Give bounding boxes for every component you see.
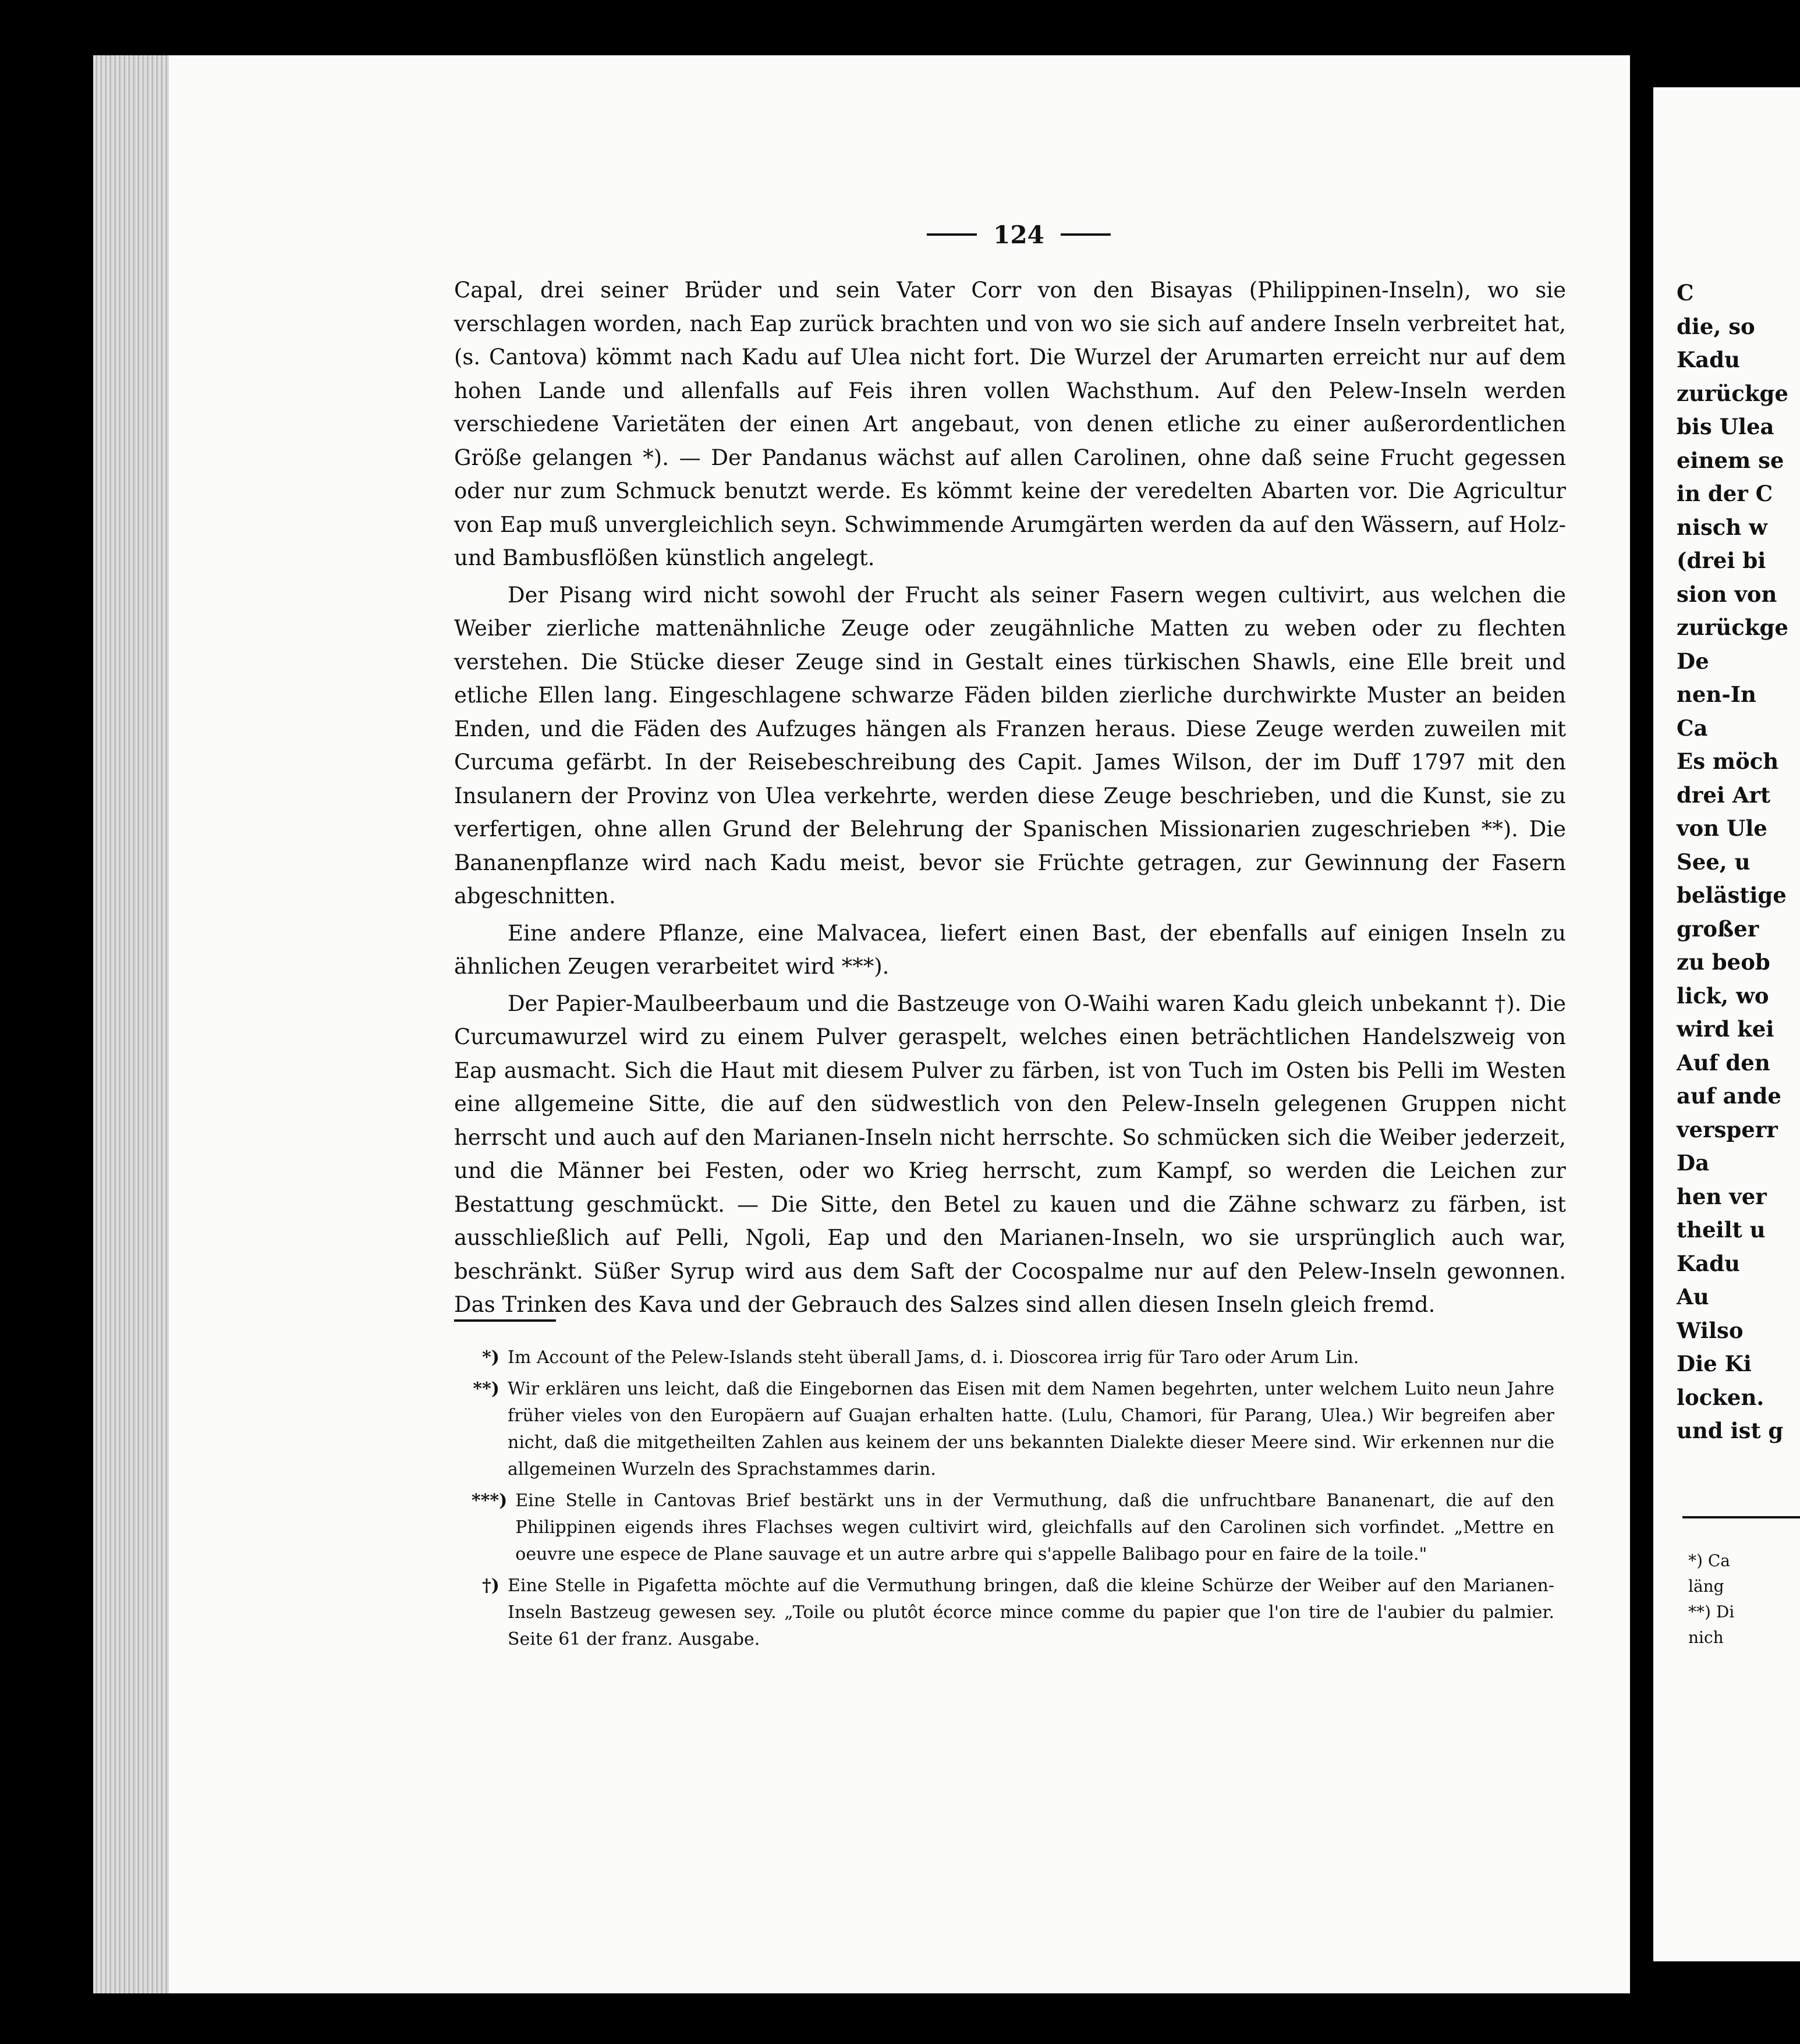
footnote [472, 1344, 1554, 1371]
body-text [454, 274, 1566, 1325]
facing-page-line: Die Ki [1677, 1351, 1752, 1376]
footnote-mark: ***) [472, 1491, 508, 1511]
facing-page-line: hen ver [1677, 1183, 1767, 1209]
facing-page-line: nen-In [1677, 682, 1756, 707]
footnote-mark: **) [473, 1379, 499, 1399]
footnote-text: Wir erklären uns leicht, daß die Eingebornen das Eisen mit dem Namen begehrten, unter welchem Luito neun Jahre früher vieles von den Europäern auf Guajan erhalten hatte. (Lulu, Chamori, für Parang, Ulea.) Wir begreifen aber nicht, daß die mitgetheilten Zahlen aus keinem der uns bekannten Dialekte dieser Meere sind. Wir erkennen nur die allgemeinen Wurzeln des Sprachstammes darin. [508, 1379, 1554, 1479]
facing-page-line: in der C [1677, 481, 1773, 506]
footnote-mark: †) [482, 1575, 499, 1596]
facing-page-line: Au [1677, 1284, 1709, 1310]
facing-page-line: De [1677, 648, 1709, 674]
running-header [908, 222, 1129, 247]
paragraph: Der Pisang wird nicht sowohl der Frucht als seiner Fasern wegen cultivirt, aus welchen die Weiber zierliche mattenähnliche Zeuge oder zeugähnliche Matten zu weben oder zu flechten verstehen. Die Stücke dieser Zeuge sind in Gestalt eines türkischen Shawls, eine Elle breit und etliche Ellen lang. Eingeschlagene schwarze Fäden bilden zierliche durchwirkte Muster an beiden Enden, und die Fäden des Aufzuges hängen als Franzen heraus. Diese Zeuge werden zuweilen mit Curcuma gefärbt. In der Reisebeschreibung des Capit. James Wilson, der im Duff 1797 mit den Insulanern der Provinz von Ulea verkehrte, werden diese Zeuge beschrieben, und die Kunst, sie zu verfertigen, ohne allen Grund der Belehrung der Spanischen Missionarien zugeschrieben **). Die Bananenpflanze wird nach Kadu meist, bevor sie Früchte getragen, zur Gewinnung der Fasern abgeschnitten. [454, 582, 1566, 909]
facing-page-line: einem se [1677, 447, 1784, 473]
facing-footnote-rule [1682, 1516, 1800, 1518]
facing-page-line: belästige [1677, 882, 1787, 908]
footnote-text: Im Account of the Pelew-Islands steht überall Jams, d. i. Dioscorea irrig für Taro oder Arum Lin. [508, 1347, 1359, 1368]
facing-page-footnotes [1688, 1548, 1800, 1651]
footnote-mark: *) [482, 1347, 499, 1368]
paragraph: Capal, drei seiner Brüder und sein Vater Corr von den Bisayas (Philippinen-Inseln), wo sie verschlagen worden, nach Eap zurück brachten und von wo sie sich auf andere Inseln verbreitet hat, (s. Cantova) kömmt nach Kadu auf Ulea nicht fort. Die Wurzel der Arumarten erreicht nur auf dem hohen Lande und allenfalls auf Feis ihren vollen Wachsthum. Auf den Pelew-Inseln werden verschiedene Varietäten der einen Art angebaut, von denen etliche zu einer außerordentlichen Größe gelangen *). — Der Pandanus wächst auf allen Carolinen, ohne daß seine Frucht gegessen oder nur zum Schmuck benutzt werde. Es kömmt keine der veredelten Abarten vor. Die Agricultur von Eap muß unvergleichlich seyn. Schwimmende Arumgärten werden da auf den Wässern, auf Holz- und Bambusflößen künstlich angelegt. [454, 278, 1566, 570]
facing-page-line: zurückge [1677, 615, 1788, 640]
facing-page-line: zu beob [1677, 949, 1770, 975]
footnote-rule [454, 1319, 556, 1322]
facing-page-line: Da [1677, 1150, 1710, 1176]
facing-page [1653, 87, 1800, 1961]
facing-page-line: und ist g [1677, 1418, 1784, 1443]
facing-page-line: die, so [1677, 313, 1755, 339]
header-rule-left [927, 233, 977, 236]
facing-page-line: Wilso [1677, 1317, 1744, 1343]
footnote-text: Eine Stelle in Pigafetta möchte auf die Vermuthung bringen, daß die kleine Schürze der Weiber auf den Marianen-Inseln Bastzeug gewesen sey. „Toile ou plutôt écorce mince comme du papier que l'on tire de l'aubier du palmier. Seite 61 der franz. Ausgabe. [508, 1575, 1554, 1649]
facing-footnote-line: *) Ca [1688, 1551, 1730, 1570]
facing-page-line: drei Art [1677, 782, 1771, 808]
footnote [472, 1488, 1554, 1568]
facing-page-line: Es möch [1677, 748, 1779, 774]
facing-page-line: theilt u [1677, 1217, 1766, 1243]
page-number: 124 [993, 220, 1044, 249]
facing-footnote-line: läng [1688, 1577, 1724, 1596]
facing-page-line: versperr [1677, 1116, 1778, 1142]
facing-page-line: wird kei [1677, 1016, 1774, 1042]
footnote [472, 1573, 1554, 1653]
facing-page-line: locken. [1677, 1384, 1764, 1410]
facing-page-line: C [1677, 280, 1694, 306]
footnote [472, 1376, 1554, 1483]
facing-page-line: zurückge [1677, 380, 1788, 406]
facing-page-line: Kadu [1677, 1250, 1740, 1276]
facing-footnote-line: nich [1688, 1628, 1724, 1647]
facing-page-line: auf ande [1677, 1083, 1781, 1109]
facing-footnote-line: **) Di [1688, 1602, 1735, 1621]
facing-page-line: lick, wo [1677, 982, 1769, 1009]
facing-page-line: Auf den [1677, 1049, 1770, 1076]
page-edges [93, 55, 169, 1993]
footnotes [472, 1344, 1554, 1658]
facing-page-line: sion von [1677, 581, 1777, 607]
facing-page-line: großer [1677, 915, 1759, 942]
paragraph: Der Papier-Maulbeerbaum und die Bastzeuge von O-Waihi waren Kadu gleich unbekannt †). Die Curcumawurzel wird zu einem Pulver geraspelt, welches einen beträchtlichen Handelszweig von Eap ausmacht. Sich die Haut mit diesem Pulver zu färben, ist von Tuch im Osten bis Pelli im Westen eine allgemeine Sitte, die auf den südwestlich von den Pelew-Inseln gelegenen Gruppen nicht herrscht und auch auf den Marianen-Inseln nicht herrschte. So schmücken sich die Weiber jederzeit, und die Männer bei Festen, oder wo Krieg herrscht, zum Kampf, so werden die Leichen zur Bestattung geschmückt. — Die Sitte, den Betel zu kauen und die Zähne schwarz zu färben, ist ausschließlich auf Pelli, Ngoli, Eap und den Marianen-Inseln, wo sie ursprünglich auch war, beschränkt. Süßer Syrup wird aus dem Saft der Cocospalme nur auf den Pelew-Inseln gewonnen. Das Trinken des Kava und der Gebrauch des Salzes sind allen diesen Inseln gleich fremd. [454, 991, 1566, 1317]
facing-page-line: (drei bi [1677, 548, 1766, 573]
facing-page-text [1677, 276, 1800, 1448]
paragraph: Eine andere Pflanze, eine Malvacea, liefert einen Bast, der ebenfalls auf einigen Inseln zu ähnlichen Zeugen verarbeitet wird ***). [454, 920, 1566, 979]
facing-page-line: nisch w [1677, 514, 1767, 540]
facing-page-line: bis Ulea [1677, 414, 1774, 439]
header-rule-right [1061, 233, 1111, 236]
facing-page-line: von Ule [1677, 815, 1767, 841]
facing-page-line: Kadu [1677, 347, 1740, 372]
facing-page-line: Ca [1677, 715, 1708, 741]
facing-page-line: See, u [1677, 849, 1751, 875]
footnote-text: Eine Stelle in Cantovas Brief bestärkt uns in der Vermuthung, daß die unfruchtbare Bananenart, die auf den Philippinen eigends ihres Flachses wegen cultivirt wird, gleichfalls auf den Carolinen sich vorfindet. „Mettre en oeuvre une espece de Plane sauvage et un autre arbre qui s'appelle Balibago pour en faire de la toile." [515, 1491, 1554, 1564]
